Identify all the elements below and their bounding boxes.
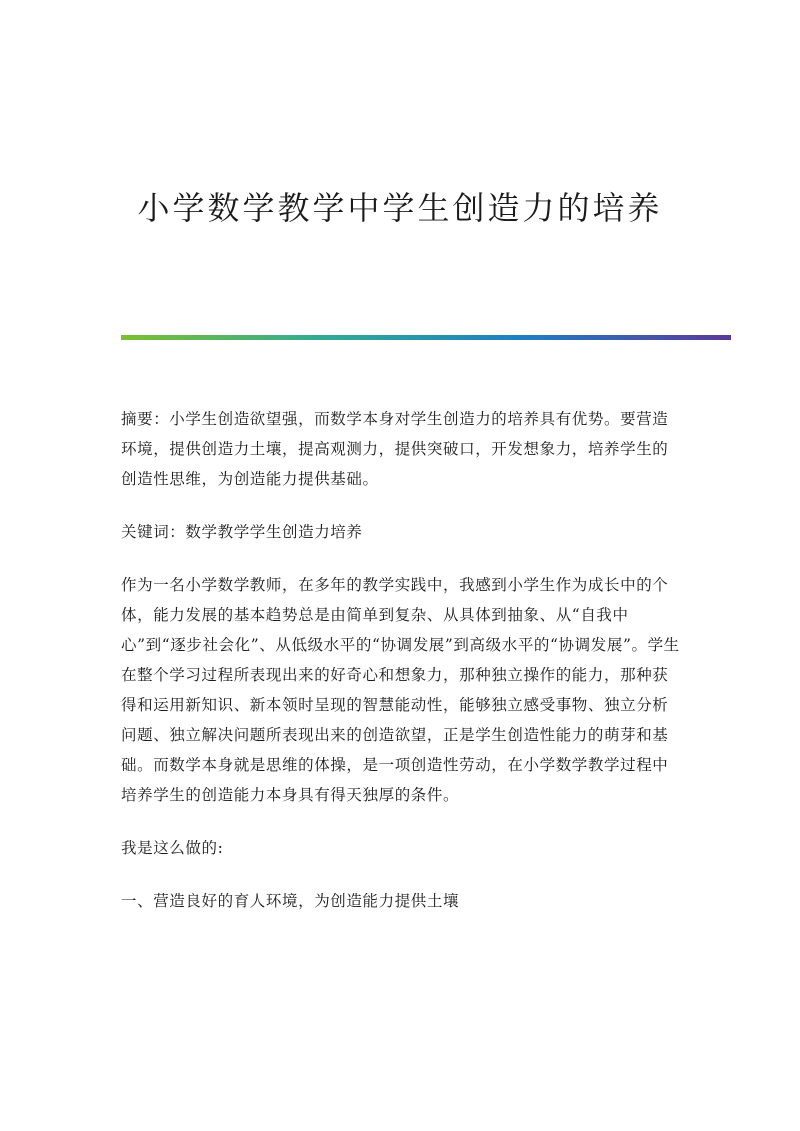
section-heading: 一、营造良好的育人环境，为创造能力提供土壤 xyxy=(121,892,460,910)
keywords-paragraph: 关键词：数学教学学生创造力培养 xyxy=(121,523,363,541)
intro-line: 我是这么做的: xyxy=(121,839,224,857)
body-paragraph: 作为一名小学数学教师，在多年的教学实践中，我感到小学生作为成长中的个体，能力发展的基本趋势总是由简单到复杂、从具体到抽象、从“自我中心”到“逐步社会化”、从低级水平的“协调发展”到高级水平的“协调发展”。学生在整个学习过程所表现出来的好奇心和想象力，那种独立操作的能力，那种获得和运用新知识、新本领时呈现的智慧能动性，能够独立感受事物、独立分析问题、独立解决问题所表现出来的创造欲望，正是学生创造性能力的萌芽和基础。而数学本身就是思维的体操，是一项创造性劳动，在小学数学教学过程中培养学生的创造能力本身具有得天独厚的条件。 xyxy=(121,576,680,804)
document-title: 小学数学教学中学生创造力的培养 xyxy=(137,189,663,227)
document-body xyxy=(121,404,681,939)
abstract-paragraph: 摘要：小学生创造欲望强，而数学本身对学生创造力的培养具有优势。要营造环境，提供创造力土壤，提高观测力，提供突破口，开发想象力，培养学生的创造性思维，为创造能力提供基础。 xyxy=(121,410,669,488)
title-divider xyxy=(121,335,731,340)
